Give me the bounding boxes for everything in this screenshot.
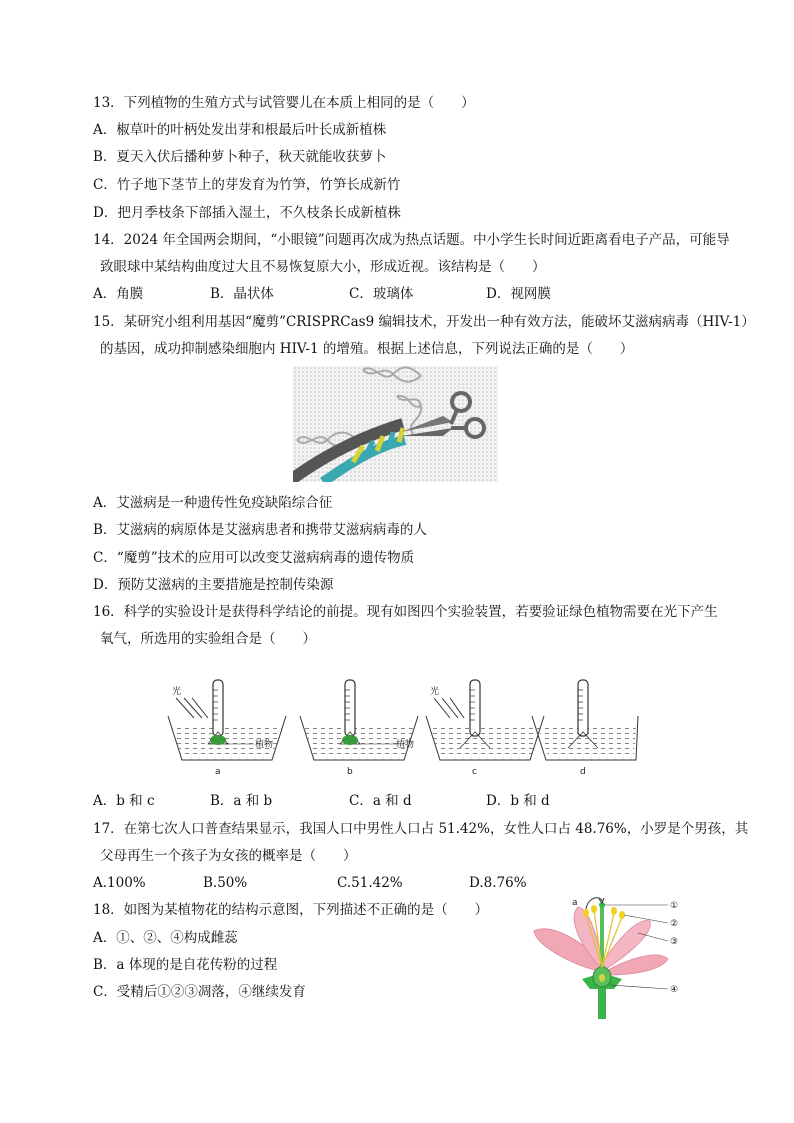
q18-option-a: A．①、②、④构成雌蕊 [93, 930, 238, 946]
q13-option-b: B．夏天入伏后播种萝卜种子，秋天就能收获萝卜 [93, 149, 387, 165]
plant-label-a: 植物 [255, 740, 274, 750]
q18-option-c: C．受精后①②③凋落，④继续发育 [93, 984, 306, 1000]
flower-diagram [528, 893, 688, 1021]
label-d: d [580, 767, 586, 777]
q15-stem-line2: 的基因，成功抑制感染细胞内 HIV-1 的增殖。根据上述信息，下列说法正确的是（ ） [100, 341, 634, 357]
q16-stem-line2: 氧气，所选用的实验组合是（ ） [100, 631, 316, 647]
apparatus-c [426, 680, 544, 777]
q13-stem: 13．下列植物的生殖方式与试管婴儿在本质上相同的是（ ） [93, 95, 475, 111]
q15-option-b: B．艾滋病的病原体是艾滋病患者和携带艾滋病病毒的人 [93, 522, 427, 538]
flower-structure-figure [528, 893, 688, 1021]
q14-option-b: B．晶状体 [210, 286, 274, 302]
q14-option-a: A．角膜 [93, 286, 144, 302]
q16-stem-line1: 16．科学的实验设计是获得科学结论的前提。现有如图四个实验装置，若要验证绿色植物需要在光下产生 [93, 604, 718, 620]
q17-option-c: C.51.42% [337, 875, 403, 891]
ovule [599, 974, 605, 982]
q16-option-b: B．a 和 b [210, 793, 273, 809]
q15-option-a: A．艾滋病是一种遗传性免疫缺陷综合征 [93, 495, 333, 511]
apparatus-a [168, 680, 286, 777]
label-3: ③ [670, 937, 679, 947]
q14-option-d: D．视网膜 [486, 286, 551, 302]
q17-option-b: B.50% [203, 875, 248, 891]
light-label-c: 光 [430, 687, 440, 697]
plant-label-b: 植物 [396, 740, 415, 750]
label-a-pollination: a [572, 898, 578, 908]
q14-option-c: C．玻璃体 [349, 286, 414, 302]
q18-stem: 18．如图为某植物花的结构示意图，下列描述不正确的是（ ） [93, 902, 489, 918]
q15-stem-line1: 15．某研究小组利用基因“魔剪”CRISPRCas9 编辑技术，开发出一种有效方法，能破坏艾滋病病毒（HIV-1） [93, 314, 755, 330]
label-c: c [472, 767, 477, 777]
q17-stem-line1: 17．在第七次人口普查结果显示，我国人口中男性人口占 51.42%，女性人口占 48.76%，小罗是个男孩，其 [93, 821, 749, 837]
q17-option-a: A.100% [93, 875, 146, 891]
stem [598, 989, 606, 1019]
dna-scissors-image [293, 366, 498, 482]
q18-option-b: B．a 体现的是自花传粉的过程 [93, 957, 278, 973]
q17-stem-line2: 父母再生一个孩子为女孩的概率是（ ） [100, 848, 357, 864]
label-b: b [347, 767, 353, 777]
q17-option-d: D.8.76% [469, 875, 527, 891]
apparatus-b [300, 680, 418, 777]
q15-option-d: D．预防艾滋病的主要措施是控制传染源 [93, 577, 334, 593]
light-label-a: 光 [172, 687, 182, 697]
label-1: ① [670, 901, 679, 911]
q16-option-c: C．a 和 d [349, 793, 412, 809]
label-a: a [215, 767, 221, 777]
apparatus-d [532, 680, 638, 777]
q13-option-a: A．椒草叶的叶柄处发出芽和根最后叶长成新植株 [93, 122, 387, 138]
label-2: ② [670, 919, 679, 929]
q16-option-d: D．b 和 d [486, 793, 550, 809]
q14-stem-line2: 致眼球中某结构曲度过大且不易恢复原大小，形成近视。该结构是（ ） [100, 259, 546, 275]
four-apparatus-diagram [160, 676, 640, 780]
q15-option-c: C．“魔剪”技术的应用可以改变艾滋病病毒的遗传物质 [93, 550, 415, 566]
experiment-setups-figure [160, 676, 640, 780]
q13-option-d: D．把月季枝条下部插入湿土，不久枝条长成新植株 [93, 205, 401, 221]
label-4: ④ [670, 985, 679, 995]
q14-stem-line1: 14．2024 年全国两会期间，“小眼镜”问题再次成为热点话题。中小学生长时间近距离看电子产品，可能导 [93, 232, 730, 248]
dna-scissors-illustration [293, 366, 498, 482]
q13-option-c: C．竹子地下茎节上的芽发育为竹笋，竹笋长成新竹 [93, 177, 401, 193]
q16-option-a: A．b 和 c [93, 793, 155, 809]
